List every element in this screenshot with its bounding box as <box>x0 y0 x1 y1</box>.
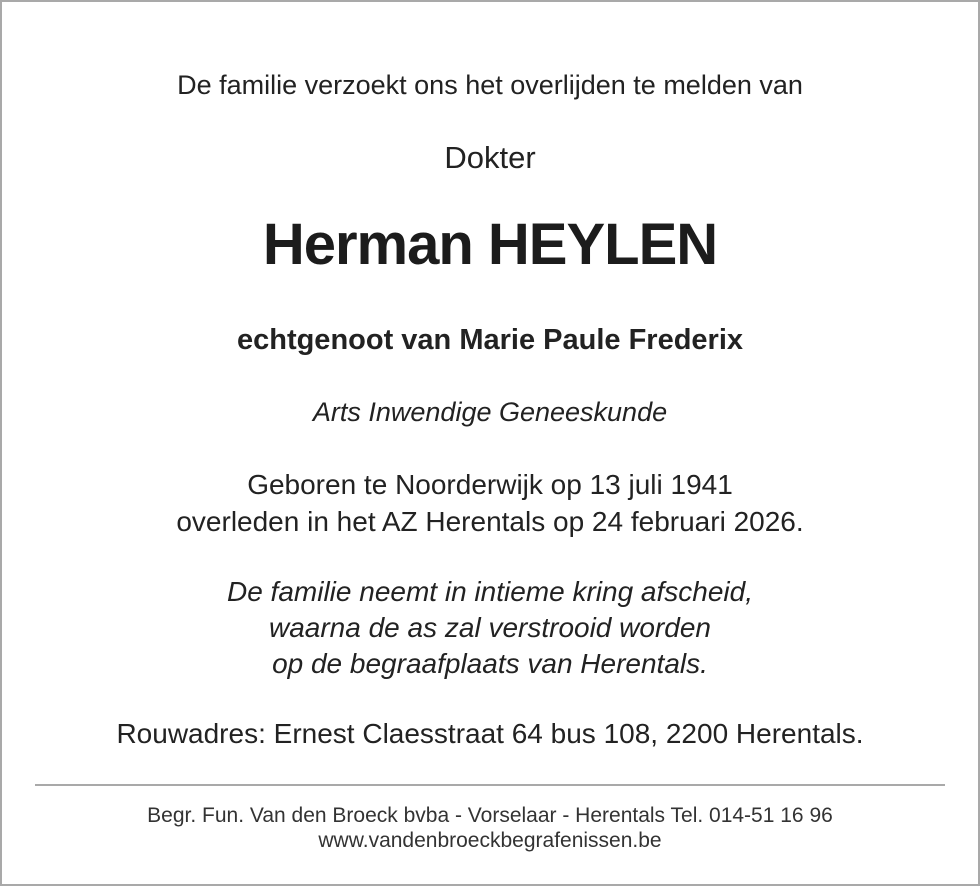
farewell-line: De familie neemt in intieme kring afscheid, <box>226 576 753 607</box>
birth-line: Geboren te Noorderwijk op 13 juli 1941 <box>247 469 733 500</box>
website-link[interactable]: www.vandenbroeckbegrafenissen.be <box>318 829 662 852</box>
footer-divider <box>35 784 945 786</box>
mourning-address: Rouwadres: Ernest Claesstraat 64 bus 108, 2200 Herentals. <box>116 718 864 749</box>
intro-text: De familie verzoekt ons het overlijden te melden van <box>177 70 803 100</box>
deceased-name: Herman HEYLEN <box>262 212 718 277</box>
funeral-company-line: Begr. Fun. Van den Broeck bvba - Vorselaar - Herentals Tel. 014-51 16 96 <box>147 804 833 827</box>
farewell-line: op de begraafplaats van Herentals. <box>272 648 708 679</box>
profession-line: Arts Inwendige Geneeskunde <box>312 397 668 427</box>
death-line: overleden in het AZ Herentals op 24 februari 2026. <box>176 506 804 537</box>
farewell-line: waarna de as zal verstrooid worden <box>268 612 711 643</box>
honorific-title: Dokter <box>444 140 536 175</box>
spouse-line: echtgenoot van Marie Paule Frederix <box>236 324 744 356</box>
